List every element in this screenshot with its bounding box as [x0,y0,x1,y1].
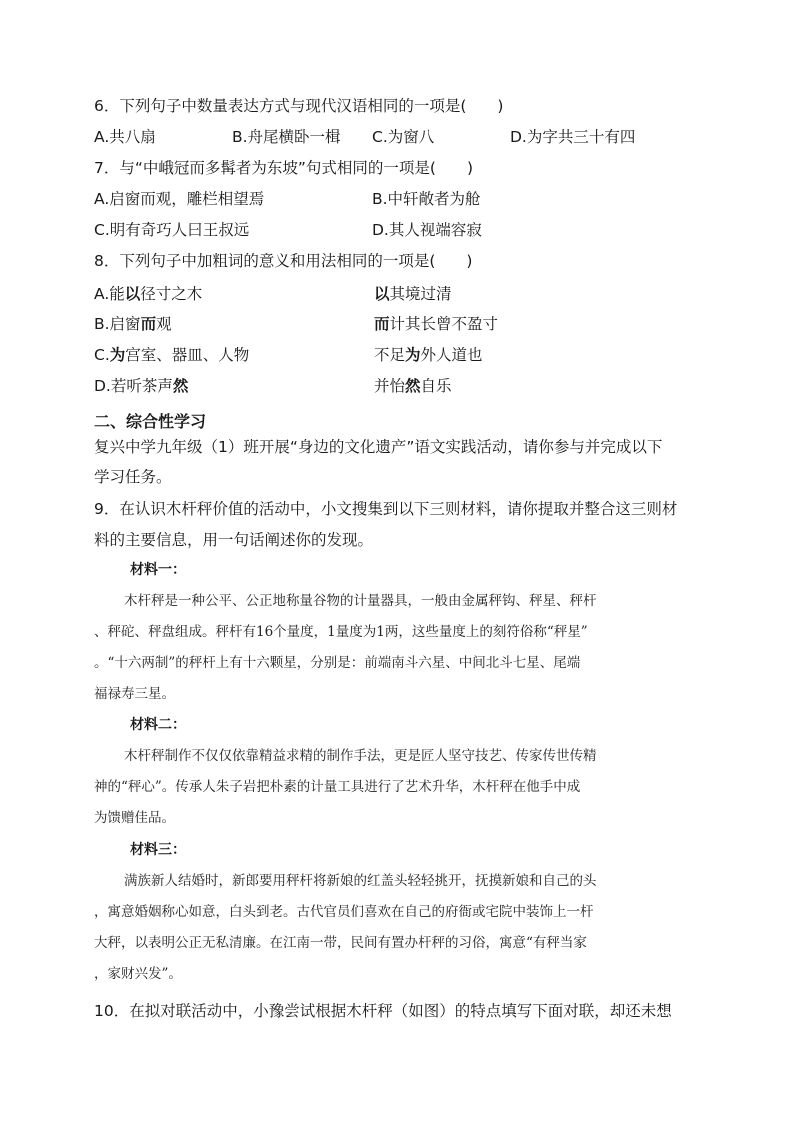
question-8-option-d [94,375,714,397]
option-b-right: 而计其长曾不盈寸 [374,315,499,333]
question-10-line-1: 10．在拟对联活动中，小豫尝试根据木杆秤（如图）的特点填写下面对联，却还未想 [94,1002,672,1020]
bold-word: 而 [374,315,390,333]
option-a: A.共八扇 [94,128,156,146]
material-line: ，家财兴发”。 [94,966,182,982]
option-b: B.舟尾横卧一楫 [232,128,341,146]
question-7-stem: 7．与“中峨冠而多髯者为东坡”句式相同的一项是( ) [94,159,474,177]
material-1-label: 材料一： [130,562,186,578]
bold-word: 为 [405,346,421,364]
option-c: C.明有奇巧人曰王叔远 [94,221,250,239]
bold-word: 以 [374,285,390,303]
option-d: D.其人视端容寂 [372,221,482,239]
question-7-options-row2 [94,219,714,241]
material-2-label: 材料二： [130,717,186,733]
option-b: B.中轩敞者为舱 [372,190,481,208]
question-9-line-1: 9．在认识木杆秤价值的活动中，小文搜集到以下三则材料，请你提取并整合这三则材 [94,500,678,518]
section-intro-line-2: 学习任务。 [94,468,172,486]
question-8-stem: 8．下列句子中加粗词的意义和用法相同的一项是( ) [94,252,473,270]
option-a: A.启窗而观，雕栏相望焉 [94,190,265,208]
material-line: 神的“秤心”。传承人朱子岩把朴素的计量工具进行了艺术升华，木杆秤在他手中成 [94,779,581,795]
option-c-left: C.为宫室、器皿、人物 [94,346,250,364]
material-line: 满族新人结婚时，新郎要用秤杆将新娘的红盖头轻轻挑开，抚摸新娘和自己的头 [124,873,597,889]
option-b-left: B.启窗而观 [94,315,172,333]
material-line: 、秤砣、秤盘组成。秤杆有16个量度，1量度为1两，这些量度上的刻符俗称“秤星” [94,624,588,640]
material-2-text [94,741,710,834]
material-1-text [94,586,710,710]
bold-word: 为 [109,346,126,364]
option-d-right: 并怡然自乐 [374,377,452,395]
material-line: 福禄寿三星。 [94,686,175,702]
material-line: 为馈赠佳品。 [94,810,175,826]
option-d-left: D.若听茶声然 [94,377,189,395]
bold-word: 然 [172,377,189,395]
question-8-option-a [94,283,714,305]
option-d: D.为字共三十有四 [510,128,636,146]
question-7-options-row1 [94,188,714,210]
material-line: 大秤，以表明公正无私清廉。在江南一带，民间有置办杆秤的习俗，寓意“有秤当家 [94,935,587,951]
material-3-label: 材料三： [130,842,186,858]
bold-word: 而 [140,315,157,333]
section-intro-line-1: 复兴中学九年级（1）班开展“身边的文化遗产”语文实践活动，请你参与并完成以下 [94,438,663,456]
option-a-left: A.能以径寸之木 [94,285,203,303]
option-a-right: 以其境过清 [374,285,452,303]
section-title: 二、综合性学习 [94,412,207,431]
bold-word: 以 [124,285,141,303]
question-6-options [94,126,714,148]
option-c: C.为窗八 [372,128,435,146]
material-line: 木杆秤制作不仅仅依靠精益求精的制作手法，更是匠人坚守技艺、传家传世传精 [124,748,597,764]
option-c-right: 不足为外人道也 [374,346,483,364]
material-line: ，寓意婚姻称心如意，白头到老。古代官员们喜欢在自己的府衙或宅院中装饰上一杆 [94,904,594,920]
question-8-option-b [94,313,714,335]
question-6-stem: 6．下列句子中数量表达方式与现代汉语相同的一项是( ) [94,97,504,115]
material-3-text [94,866,710,990]
question-8-option-c [94,344,714,366]
bold-word: 然 [405,377,421,395]
material-line: 。“十六两制”的秤杆上有十六颗星，分别是：前端南斗六星、中间北斗七星、尾端 [94,655,581,671]
material-line: 木杆秤是一种公平、公正地称量谷物的计量器具，一般由金属秤钩、秤星、秤杆 [124,593,597,609]
question-9-line-2: 料的主要信息，用一句话阐述你的发现。 [94,531,374,549]
